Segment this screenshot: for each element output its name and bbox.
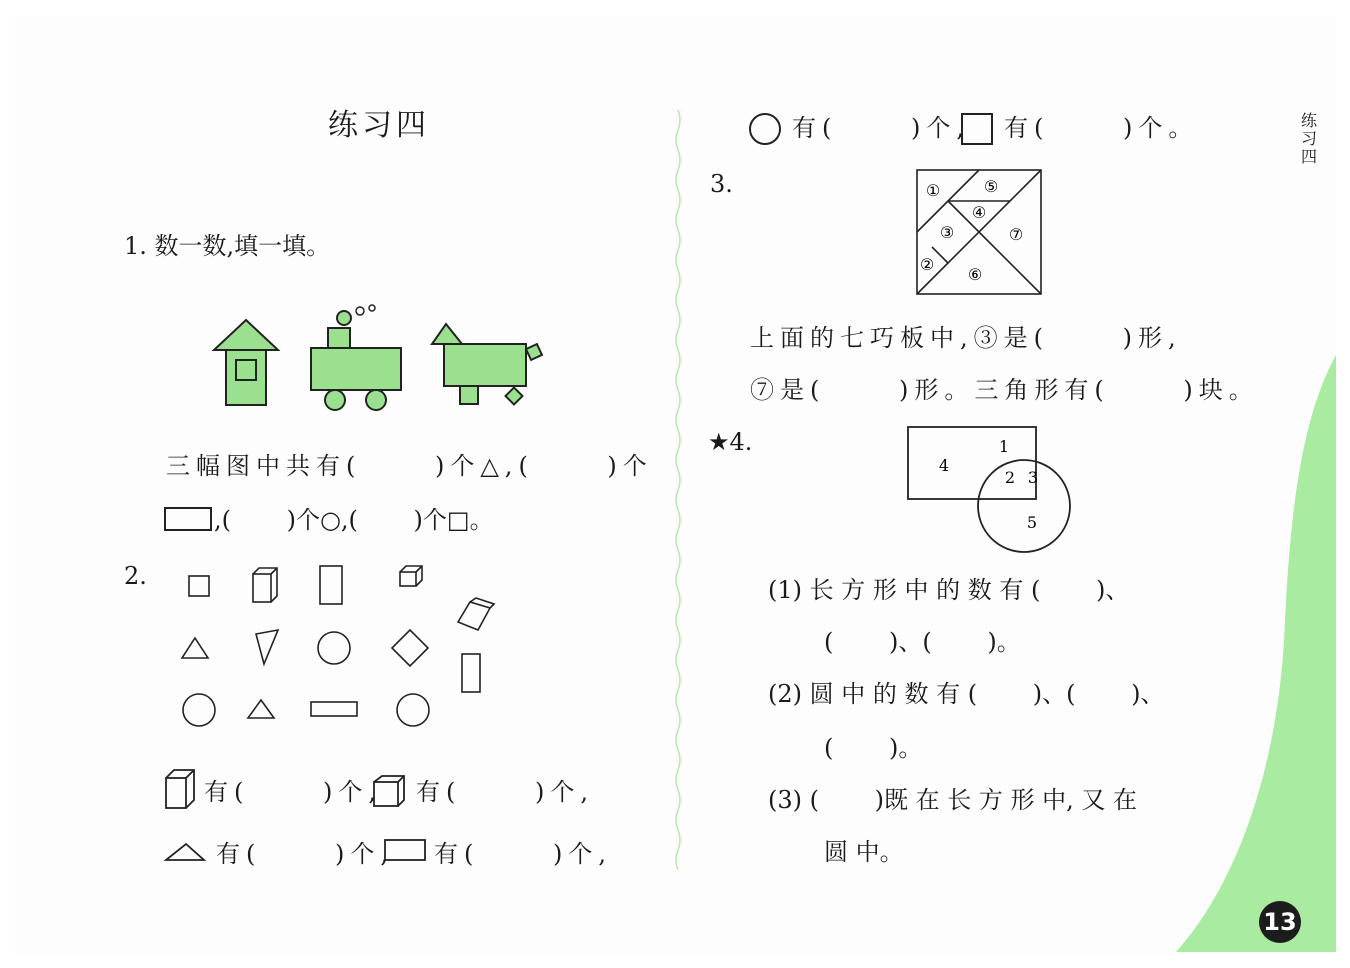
q4-part2-line1: (2) 圆 中 的 数 有 ( )、( )、 (768, 680, 1165, 708)
house-figure (212, 318, 282, 408)
venn-label-3: 3 (1027, 468, 1039, 487)
circle-symbol-icon (748, 112, 784, 148)
q2-number: 2. (124, 562, 147, 590)
q3-number: 3. (710, 170, 733, 198)
top-line-b: 有( )个。 (1004, 114, 1199, 142)
top-line-a: 有( )个, (792, 114, 970, 142)
tangram-label-5: ⑤ (983, 177, 999, 196)
q4-part2-line2: ( )。 (824, 734, 923, 762)
venn-label-2: 2 (1004, 468, 1016, 487)
q4-part3-line1: (3) ( )既 在 长 方 形 中, 又 在 (768, 786, 1138, 814)
cube-icon (372, 774, 408, 808)
square-symbol-icon (960, 112, 996, 146)
tangram-label-7: ⑦ (1008, 225, 1024, 244)
tangram-label-6: ⑥ (967, 265, 983, 284)
q1-line-1: 三幅图中共有( )个△,( )个 (166, 452, 653, 480)
side-section-label: 练习四 (1300, 111, 1317, 166)
cuboid-icon (164, 768, 196, 810)
tangram-label-1: ① (925, 181, 941, 200)
venn-label-4: 4 (938, 456, 950, 475)
tangram-label-4: ④ (971, 203, 987, 222)
rectangle-symbol-icon (164, 507, 214, 533)
q3-line-2: ⑦是( )形。三角形有( )块。 (750, 376, 1259, 404)
q2-shapes-grid (170, 560, 510, 740)
tangram-label-3: ③ (939, 223, 955, 242)
q4-part3-line2: 圆 中。 (824, 838, 904, 866)
venn-label-1: 1 (998, 437, 1010, 456)
page-title: 练习四 (328, 108, 430, 143)
q4-part1-line2: ( )、( )。 (824, 628, 1021, 656)
tangram-figure (915, 168, 1043, 296)
q2-line-1b: 有( )个, (416, 778, 594, 806)
q2-line-1a: 有( )个, (204, 778, 382, 806)
page-divider (674, 110, 684, 870)
tangram-label-2: ② (919, 255, 935, 274)
q3-line-1: 上面的七巧板中,③是( )形, (750, 324, 1182, 352)
q4-number: ★4. (708, 428, 753, 456)
q1-heading: 1. 数一数,填一填。 (124, 232, 331, 260)
venn-figure (906, 424, 1076, 554)
q4-part1-line1: (1) 长 方 形 中 的 数 有 ( )、 (768, 576, 1130, 604)
page-number-badge: 13 (1259, 901, 1301, 943)
q1-line-2: ,( )个○,( )个□。 (214, 506, 494, 534)
venn-label-5: 5 (1026, 513, 1038, 532)
train-figure (308, 302, 408, 414)
triangle-symbol-icon (164, 840, 210, 864)
q2-line-2b: 有( )个, (434, 840, 612, 868)
q2-line-2a: 有( )个, (216, 840, 394, 868)
horse-figure (430, 322, 550, 410)
rectangle-symbol-icon (384, 838, 428, 864)
